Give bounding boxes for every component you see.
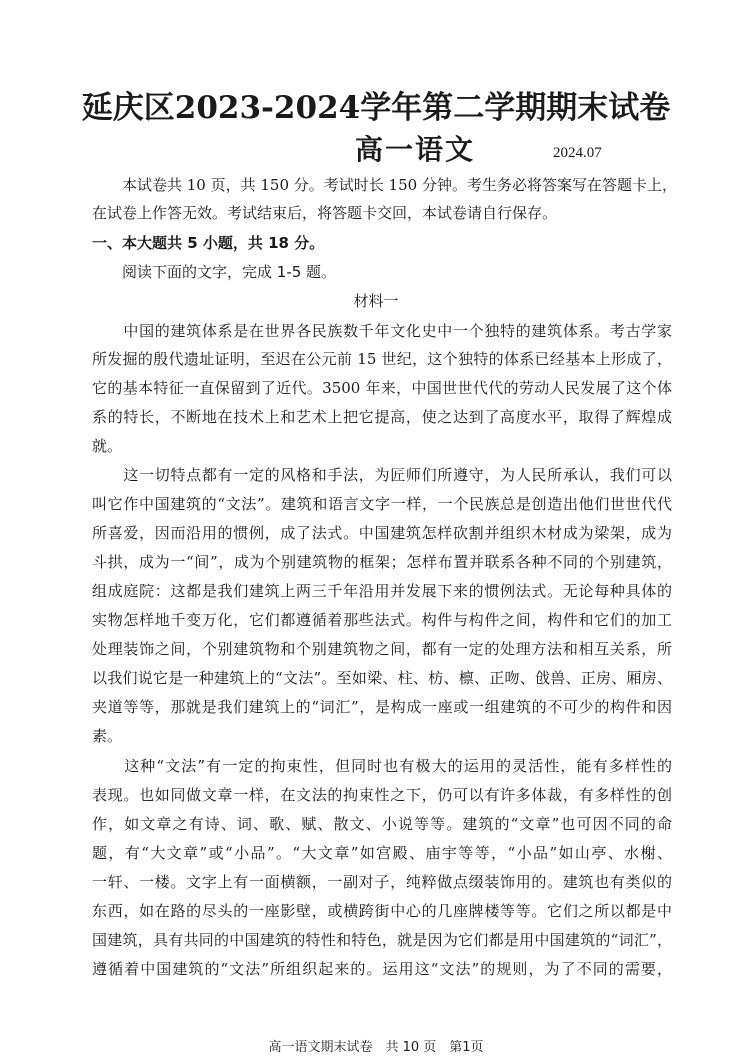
paragraph-line: 所喜爱，因而沿用的惯例，成了法式。中国建筑怎样砍割并组织木材成为梁架，成为 <box>92 524 672 542</box>
paragraph-line: 中国的建筑体系是在世界各民族数千年文化史中一个独特的建筑体系。考古学家 <box>92 322 672 340</box>
paragraph-line: 国建筑，具有共同的中国建筑的特性和特色，就是因为它们都是用中国建筑的“词汇”， <box>92 931 672 949</box>
exam-title: 延庆区2023-2024学年第二学期期末试卷 <box>81 90 671 126</box>
paragraph-line: 东西，如在路的尽头的一座影壁，或横跨街中心的几座牌楼等等。它们之所以都是中 <box>92 902 672 920</box>
paragraph-line: 以我们说它是一种建筑上的“文法”。至如梁、柱、枋、檩、正吻、戗兽、正房、厢房、 <box>92 669 672 687</box>
paragraph-line: 组成庭院：这都是我们建筑上两三千年沿用并发展下来的惯例法式。无论每种具体的 <box>92 582 672 600</box>
paragraph-line: 夹道等等，那就是我们建筑上的“词汇”，是构成一座或一组建筑的不可少的构件和因 <box>92 698 672 716</box>
material-title: 材料一 <box>353 292 399 310</box>
paragraph-line: 这一切特点都有一定的风格和手法，为匠师们所遵守，为人民所承认，我们可以 <box>92 466 672 484</box>
paragraph-line: 这种“文法”有一定的拘束性，但同时也有极大的运用的灵活性，能有多样性的 <box>92 757 672 775</box>
paragraph-line: 处理装饰之间，个别建筑物和个别建筑物之间，都有一定的处理方法和相互关系，所 <box>92 640 672 658</box>
page-footer: 高一语文期末试卷 共 10 页 第1页 <box>268 1040 484 1055</box>
paragraph-line: 一轩、一楼。文字上有一面横额，一副对子，纯粹做点缀装饰用的。建筑也有类似的 <box>92 873 672 891</box>
paragraph-line: 就。 <box>92 437 123 455</box>
paragraph-line: 所发掘的殷代遗址证明，至迟在公元前 15 世纪，这个独特的体系已经基本上形成了， <box>92 350 672 368</box>
paragraph-line: 遵循着中国建筑的“文法”所组织起来的。运用这“文法”的规则，为了不同的需要， <box>92 960 672 978</box>
section-instruction: 阅读下面的文字，完成 1-5 题。 <box>92 263 337 281</box>
paragraph-line: 实物怎样地千变万化，它们都遵循着那些法式。构件与构件之间，构件和它们的加工 <box>92 611 672 629</box>
paragraph-line: 素。 <box>92 727 123 745</box>
subject-title: 高一语文 <box>355 133 476 166</box>
paragraph-line: 题，有“大文章”或“小品”。“大文章”如宫殿、庙宇等等，“小品”如山亭、水榭、 <box>92 844 672 862</box>
paragraph-line: 叫它作中国建筑的“文法”。建筑和语言文字一样，一个民族总是创造出他们世世代代 <box>92 495 672 513</box>
intro-line: 在试卷上作答无效。考试结束后，将答题卡交回，本试卷请自行保存。 <box>92 204 558 222</box>
intro-line: 本试卷共 10 页，共 150 分。考试时长 150 分钟。考生务必将答案写在答题卡上， <box>92 176 677 194</box>
section-heading: 一、本大题共 5 小题，共 18 分。 <box>92 234 325 252</box>
paragraph-line: 表现。也如同做文章一样，在文法的拘束性之下，仍可以有许多体裁，有多样性的创 <box>92 786 672 804</box>
paragraph-line: 作，如文章之有诗、词、歌、赋、散文、小说等等。建筑的“文章”也可因不同的命 <box>92 815 672 833</box>
paragraph-line: 斗拱，成为一“间”，成为个别建筑物的框架；怎样布置并联系各种不同的个别建筑， <box>92 553 672 571</box>
paragraph-line: 系的特长，不断地在技术上和艺术上把它提高，使之达到了高度水平，取得了辉煌成 <box>92 408 672 426</box>
paragraph-line: 它的基本特征一直保留到了近代。3500 年来，中国世世代代的劳动人民发展了这个体 <box>92 379 672 397</box>
exam-date: 2024.07 <box>553 145 602 161</box>
